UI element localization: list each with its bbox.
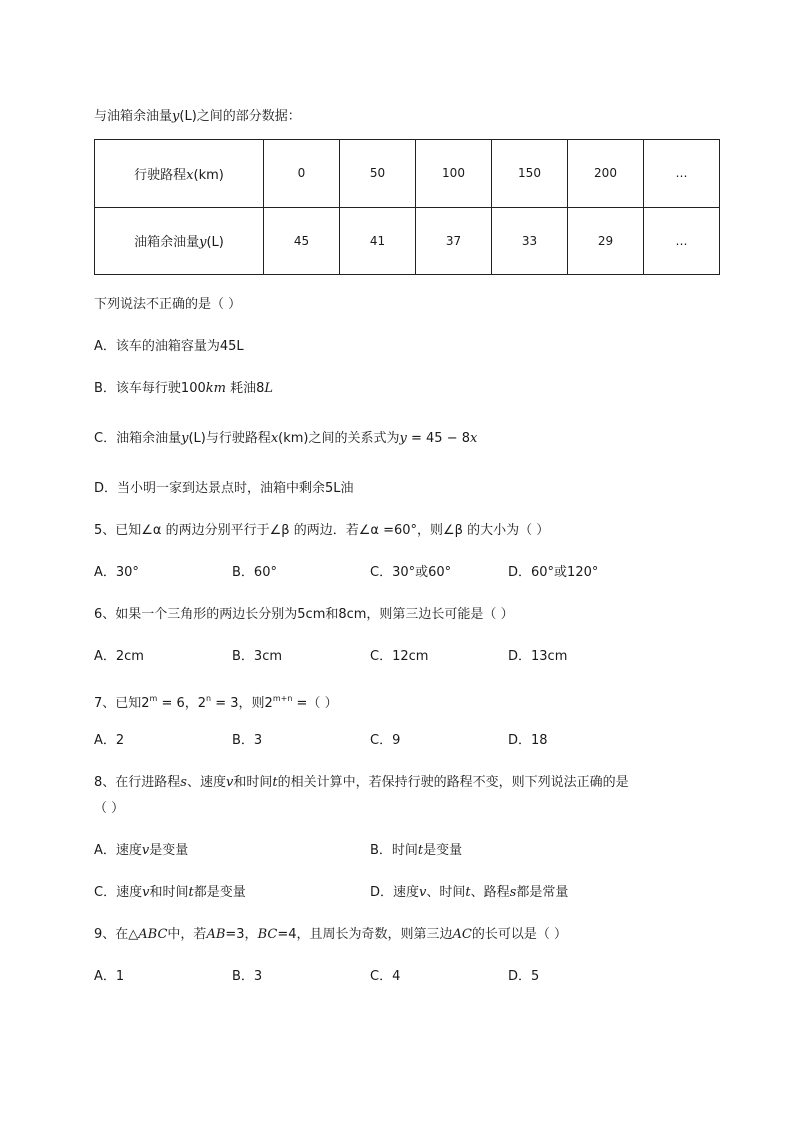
q4-option-c: C．油箱余油量y(L)与行驶路程x(km)之间的关系式为y = 45 − 8x <box>94 431 478 446</box>
q9-option-d: D．5 <box>508 969 540 984</box>
q4-option-b: B．该车每行驶100km 耗油8L <box>94 381 273 396</box>
data-table <box>94 139 720 275</box>
row-label-fuel: 油箱余油量y(L) <box>95 207 264 275</box>
q8-option-a: A．速度v是变量 <box>94 843 189 858</box>
q6-option-d: D．13cm <box>508 649 568 664</box>
q8-option-b: B．时间t是变量 <box>370 843 463 858</box>
q7-option-d: D．18 <box>508 733 548 748</box>
q6-option-a: A．2cm <box>94 649 144 664</box>
q8-option-d: D．速度v、时间t、路程s都是常量 <box>370 885 569 900</box>
intro-text: 与油箱余油量 <box>94 109 173 124</box>
q5-option-d: D．60°或120° <box>508 565 599 580</box>
q7-option-a: A．2 <box>94 733 125 748</box>
table-row <box>95 140 720 208</box>
intro-line <box>94 108 301 126</box>
q9-option-c: C．4 <box>370 969 401 984</box>
table-row <box>95 207 720 275</box>
table-cell: 33 <box>492 207 568 275</box>
q8-stem-line1: 8、在行进路程s、速度v和时间t的相关计算中，若保持行驶的路程不变，则下列说法正确的是 <box>94 775 629 790</box>
q4-option-d: D．当小明一家到达景点时，油箱中剩余5L油 <box>94 481 354 496</box>
q6-stem: 6、如果一个三角形的两边长分别为5cm和8cm，则第三边长可能是（ ） <box>94 607 514 622</box>
table-cell: 41 <box>340 207 416 275</box>
q6-option-c: C．12cm <box>370 649 429 664</box>
q6-option-b: B．3cm <box>232 649 283 664</box>
q8-option-c: C．速度v和时间t都是变量 <box>94 885 246 900</box>
q7-stem: 7、已知$2^m = 6$，$2^n = 3$，则$2^{m+n}$ =（ ） <box>94 694 338 711</box>
q9-option-a: A．1 <box>94 969 125 984</box>
table-cell: … <box>644 140 720 208</box>
q7-option-b: B．3 <box>232 733 263 748</box>
row-label-distance: 行驶路程x(km) <box>95 140 264 208</box>
q5-option-b: B．60° <box>232 565 277 580</box>
q7-option-c: C．9 <box>370 733 401 748</box>
table-cell: 45 <box>264 207 340 275</box>
table-cell: 37 <box>416 207 492 275</box>
q4-option-a: A．该车的油箱容量为45L <box>94 339 244 354</box>
q8-stem-line2: （ ） <box>94 801 125 816</box>
table-cell: 200 <box>568 140 644 208</box>
q9-stem: 9、在△ABC中，若AB=3，BC=4，且周长为奇数，则第三边AC的长可以是（ ） <box>94 927 567 942</box>
table-cell: 50 <box>340 140 416 208</box>
table-cell: 150 <box>492 140 568 208</box>
table-cell: 0 <box>264 140 340 208</box>
q5-option-c: C．30°或60° <box>370 565 452 580</box>
table-cell: … <box>644 207 720 275</box>
q5-stem: 5、已知∠α 的两边分别平行于∠β 的两边．若∠α =60°，则∠β 的大小为（ ） <box>94 523 550 538</box>
q5-option-a: A．30° <box>94 565 139 580</box>
table-cell: 29 <box>568 207 644 275</box>
q4-stem: 下列说法不正确的是（ ） <box>94 297 242 312</box>
table-cell: 100 <box>416 140 492 208</box>
q9-option-b: B．3 <box>232 969 263 984</box>
intro-text-end: (L)之间的部分数据： <box>179 109 301 124</box>
var-y: y <box>172 109 180 124</box>
